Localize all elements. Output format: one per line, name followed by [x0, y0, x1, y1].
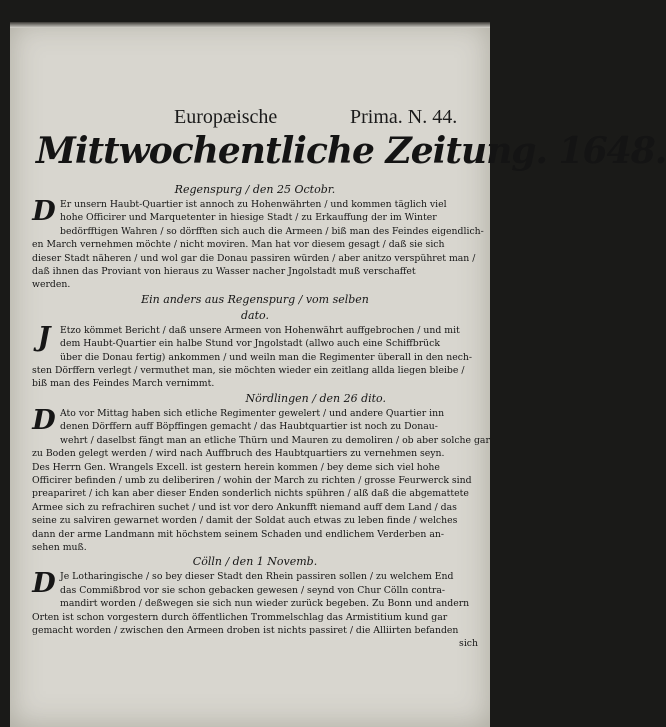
article-koeln: [32, 570, 478, 650]
text-line: daß ihnen das Proviant von hieraus zu Wasser nacher Jngolstadt muß verschaffet: [32, 266, 416, 278]
text-line: Etzo kömmet Bericht / daß unsere Armeen von Hohenwährt auffgebrochen / und mit: [60, 324, 460, 336]
drop-cap: D: [32, 196, 56, 227]
issue-number: Prima. N. 44.: [350, 106, 458, 128]
newspaper-page: [10, 22, 666, 727]
text-line: preapariret / ich kan aber dieser Enden sonderlich nichts spühren / alß daß die abgemattete: [32, 488, 469, 500]
text-line: hohe Officirer und Marquetenter in hiesige Stadt / zu Erkauffung der im Winter: [60, 212, 437, 224]
drop-cap: D: [32, 568, 56, 600]
masthead-title: Mittwochentliche Zeitung. 1648.: [36, 130, 666, 172]
catchword: sich: [459, 638, 478, 650]
text-line: Orten ist schon vorgestern durch öffentlichen Trommelschlag das Armistitium kund gar: [32, 611, 448, 623]
article-regensburg: [32, 196, 484, 292]
header-row: [10, 106, 480, 130]
drop-cap: J: [37, 321, 51, 353]
text-line: Armee sich zu refrachiren suchet / und ist vor dero Ankunfft niemand auff dem Land / das: [32, 501, 457, 513]
text-line: dann der arme Landmann mit höchstem seinem Schaden und endlichem Verderben an-: [32, 528, 445, 540]
text-line: seine zu salviren gewarnet worden / damit der Soldat auch etwas zu leben finde / welches: [32, 515, 458, 527]
text-line: gemacht worden / zwischen den Armeen droben ist nichts passiret / die Alliirten befanden: [32, 624, 459, 636]
drop-cap: D: [32, 404, 56, 436]
publication-region: Europæische: [174, 106, 278, 128]
text-line: biß man des Feindes March vernimmt.: [32, 378, 215, 390]
text-line: en March vernehmen möchte / nicht moviren. Man hat vor diesem gesagt / daß sie sich: [32, 239, 445, 251]
dateline-regensburg: Regenspurg / den 25 Octobr.: [174, 183, 336, 196]
text-line: sten Dörffern verlegt / vermuthet man, sie möchten wieder ein zeitlang allda liegen bleibe /: [32, 365, 465, 377]
text-line: Des Herrn Gen. Wrangels Excell. ist gestern herein kommen / bey deme sich viel hohe: [32, 461, 440, 473]
dateline-noerdlingen: Nördlingen / den 26 dito.: [245, 391, 386, 405]
article-noerdlingen: [32, 404, 490, 554]
text-line: das Commißbrod vor sie schon gebacken gewesen / seynd von Chur Cölln contra-: [60, 584, 446, 596]
dateline-koeln: Cölln / den 1 Novemb.: [192, 555, 318, 569]
text-line: werden.: [32, 279, 71, 291]
text-line: sehen muß.: [32, 541, 87, 553]
text-line: denen Dörffern auff Böpffingen gemacht / das Haubtquartier ist noch zu Donau-: [60, 421, 438, 433]
text-line: mandirt worden / deßwegen sie sich nun wieder zurück begeben. Zu Bonn und andern: [60, 598, 470, 610]
text-line: bedörfftigen Wahren / so dörfften sich auch die Armeen / biß man des Feindes eigendlich-: [60, 225, 484, 237]
text-line: wehrt / daselbst fängt man an etliche Thürn und Mauren zu demoliren / ob aber solche gar: [60, 434, 490, 446]
page-edge: [10, 22, 490, 28]
text-line: dieser Stadt näheren / und wol gar die Donau passiren würden / aber anitzo verspühret man /: [32, 252, 476, 264]
text-line: Er unsern Haubt-Quartier ist annoch zu Hohenwährten / und kommen täglich viel: [60, 199, 447, 210]
text-line: Ato vor Mittag haben sich etliche Regimenter gewelert / und andere Quartier inn: [60, 407, 445, 419]
dateline-regensburg-2-dato: dato.: [241, 308, 269, 322]
text-line: dem Haubt-Quartier ein halbe Stund vor Jngolstadt (allwo auch eine Schiffbrück: [60, 338, 440, 350]
text-line: über die Donau fertig) ankommen / und weiln man die Regimenter überall in den nech-: [60, 351, 473, 363]
article-regensburg-2: [32, 321, 478, 391]
text-line: zu Boden gelegt werden / wird nach Auffbruch des Haubtquartiers zu vernehmen seyn.: [32, 448, 445, 460]
text-line: Officirer befinden / umb zu deliberiren / wohin der March zu richten / grosse Feurwerck sind: [32, 474, 472, 486]
article-body: [32, 182, 490, 651]
text-line: Je Lotharingische / so bey dieser Stadt den Rhein passiren sollen / zu welchem End: [60, 571, 454, 583]
dateline-regensburg-2: Ein anders aus Regenspurg / vom selben: [141, 292, 369, 306]
